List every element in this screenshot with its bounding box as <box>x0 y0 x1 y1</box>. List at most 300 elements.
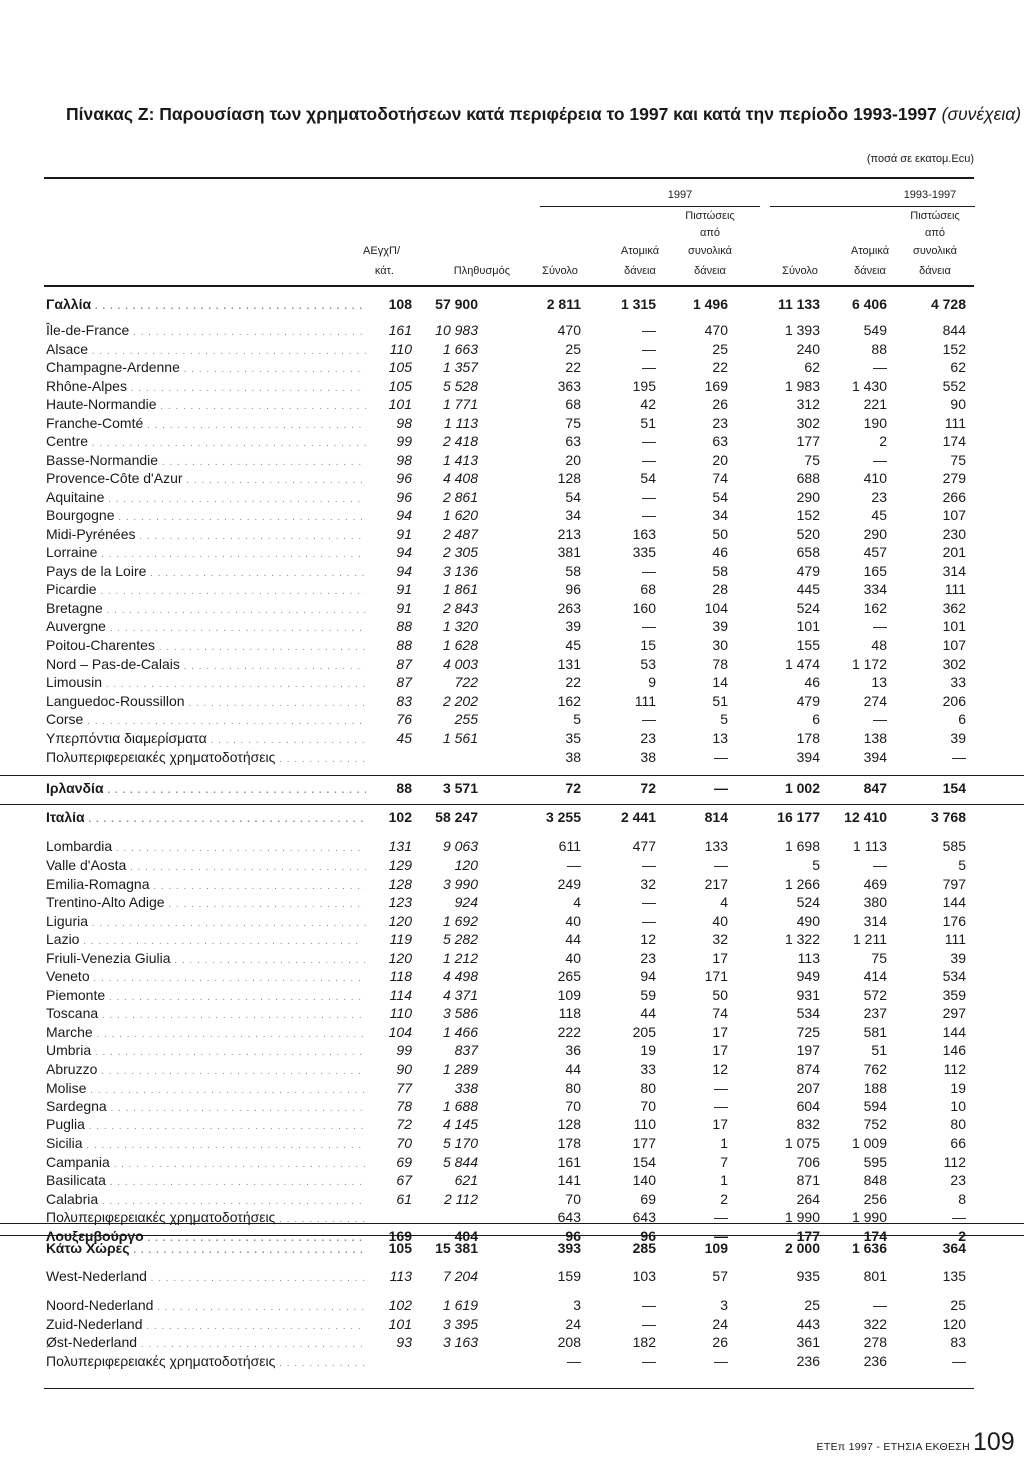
region-name: Lorraine . . . <box>46 543 366 562</box>
region-name: Λουξεμβούργο . . . <box>46 1224 366 1248</box>
cell-col-5: 13 <box>712 730 728 746</box>
cell-col-1: 110 <box>389 341 412 357</box>
cell-col-2: 2 202 <box>442 693 478 709</box>
cell-col-6: 874 <box>796 1061 820 1077</box>
cell-col-8: 25 <box>950 1297 966 1313</box>
region-row <box>0 710 1024 729</box>
region-name: Umbria . . . <box>46 1041 366 1060</box>
cell-col-5: 17 <box>712 1024 728 1040</box>
cell-col-6: 688 <box>796 470 820 486</box>
cell-col-4: 205 <box>632 1024 656 1040</box>
cell-col-4: 72 <box>640 780 656 796</box>
region-row <box>0 469 1024 488</box>
region-name: Calabria . . . <box>46 1190 366 1209</box>
cell-col-4: — <box>642 894 656 910</box>
cell-col-3: 44 <box>565 1061 581 1077</box>
cell-col-5: — <box>714 1353 728 1369</box>
cell-col-6: 445 <box>796 581 820 597</box>
cell-col-7: 410 <box>863 470 887 486</box>
cell-col-3: 611 <box>558 838 581 854</box>
cell-col-1: 90 <box>396 1061 412 1077</box>
header-glob-9397-2: από <box>924 227 946 239</box>
cell-col-4: 33 <box>640 1061 656 1077</box>
region-row <box>0 1060 1024 1079</box>
region-name: Marche . . . <box>46 1023 366 1042</box>
cell-col-4: — <box>642 341 656 357</box>
cell-col-5: 169 <box>704 378 728 394</box>
cell-col-5: 40 <box>712 913 728 929</box>
cell-col-5: 133 <box>704 838 728 854</box>
cell-col-4: 285 <box>632 1240 656 1256</box>
cell-col-6: 197 <box>796 1042 820 1058</box>
cell-col-7: 847 <box>863 780 887 796</box>
cell-col-3: — <box>567 857 581 873</box>
cell-col-4: 182 <box>632 1334 656 1350</box>
cell-col-7: 190 <box>863 415 887 431</box>
cell-col-4: 23 <box>640 950 656 966</box>
region-row <box>0 340 1024 359</box>
cell-col-7: 23 <box>871 489 887 505</box>
cell-col-6: 1 002 <box>784 780 820 796</box>
cell-col-2: 1 861 <box>442 581 478 597</box>
header-year-1997: 1997 <box>667 189 693 201</box>
region-row <box>0 1097 1024 1116</box>
region-row <box>0 655 1024 674</box>
cell-col-3: 249 <box>557 876 581 892</box>
cell-col-3: 109 <box>557 987 581 1003</box>
region-row <box>0 949 1024 968</box>
cell-col-2: 57 900 <box>435 296 478 312</box>
cell-col-5: 104 <box>704 600 728 616</box>
cell-col-2: 1 357 <box>442 359 478 375</box>
cell-col-1: 83 <box>396 693 412 709</box>
cell-col-3: 70 <box>565 1191 581 1207</box>
cell-col-6: 152 <box>796 507 820 523</box>
header-ind-9397-1: Ατομικά <box>850 245 890 257</box>
cell-col-2: 1 628 <box>442 637 478 653</box>
cell-col-3: 80 <box>565 1080 581 1096</box>
cell-col-8: 39 <box>950 730 966 746</box>
cell-col-4: 54 <box>640 470 656 486</box>
header-period: 1993-1997 <box>903 189 957 201</box>
cell-col-4: — <box>642 322 656 338</box>
region-name: Pays de la Loire . . . <box>46 562 366 581</box>
region-name: Franche-Comté . . . <box>46 414 366 433</box>
region-row <box>0 580 1024 599</box>
cell-col-6: 75 <box>804 452 820 468</box>
region-row <box>0 875 1024 894</box>
footer-text: ΕΤΕπ 1997 - ΕΤΗΣΙΑ ΕΚΘΕΣΗ <box>816 1441 970 1453</box>
cell-col-5: 25 <box>712 341 728 357</box>
cell-col-3: 643 <box>557 1209 581 1225</box>
cell-col-1: 76 <box>396 711 412 727</box>
region-name: Friuli-Venezia Giulia . . . <box>46 949 366 968</box>
cell-col-2: 120 <box>454 857 478 873</box>
cell-col-6: 524 <box>796 600 820 616</box>
cell-col-5: 3 <box>720 1297 728 1313</box>
cell-col-6: 5 <box>812 857 820 873</box>
cell-col-4: 335 <box>632 544 656 560</box>
cell-col-5: 74 <box>712 1005 728 1021</box>
cell-col-3: 363 <box>557 378 581 394</box>
cell-col-1: 119 <box>389 931 412 947</box>
page-number: 109 <box>973 1428 1015 1456</box>
cell-col-3: 24 <box>565 1316 581 1332</box>
cell-col-7: 6 406 <box>851 296 887 312</box>
cell-col-5: — <box>714 1209 728 1225</box>
cell-col-7: 394 <box>863 749 887 765</box>
cell-col-7: 581 <box>863 1024 887 1040</box>
cell-col-1: 101 <box>388 1316 412 1332</box>
cell-col-1: 93 <box>396 1334 412 1350</box>
region-name: Midi-Pyrénées . . . <box>46 525 366 544</box>
cell-col-7: 1 211 <box>853 931 887 947</box>
cell-col-5: 7 <box>720 1154 728 1170</box>
cell-col-3: 63 <box>565 433 581 449</box>
cell-col-3: 68 <box>565 396 581 412</box>
cell-col-5: — <box>714 1228 728 1244</box>
cell-col-8: 62 <box>950 359 966 375</box>
cell-col-1: 114 <box>389 987 412 1003</box>
cell-col-3: 34 <box>565 507 581 523</box>
cell-col-8: 107 <box>942 507 966 523</box>
cell-col-2: 1 663 <box>442 341 478 357</box>
cell-col-4: 53 <box>640 656 656 672</box>
cell-col-6: 935 <box>796 1268 820 1284</box>
region-name: Centre . . . <box>46 432 366 451</box>
cell-col-2: 1 413 <box>442 452 478 468</box>
cell-col-2: 15 381 <box>435 1240 478 1256</box>
cell-col-3: 470 <box>557 322 581 338</box>
cell-col-4: — <box>642 618 656 634</box>
cell-col-1: 94 <box>396 544 412 560</box>
region-row <box>0 599 1024 618</box>
region-row <box>0 1134 1024 1153</box>
cell-col-6: 1 266 <box>784 876 820 892</box>
region-row <box>0 912 1024 931</box>
cell-col-6: 490 <box>796 913 820 929</box>
cell-col-1: 104 <box>388 1024 412 1040</box>
cell-col-8: 23 <box>950 1172 966 1188</box>
cell-col-4: 9 <box>648 674 656 690</box>
cell-col-2: 3 163 <box>442 1334 478 1350</box>
cell-col-4: 19 <box>640 1042 656 1058</box>
cell-col-3: 5 <box>573 711 581 727</box>
cell-col-1: 101 <box>388 396 412 412</box>
cell-col-2: 7 204 <box>442 1268 478 1284</box>
cell-col-2: 4 145 <box>442 1116 478 1132</box>
cell-col-1: 108 <box>388 296 412 312</box>
cell-col-6: 706 <box>796 1154 820 1170</box>
cell-col-4: 38 <box>640 749 656 765</box>
cell-col-1: 91 <box>396 581 412 597</box>
region-row <box>0 525 1024 544</box>
region-row <box>0 837 1024 856</box>
cell-col-8: 6 <box>958 711 966 727</box>
header-gdp-2: κάτ. <box>374 265 394 277</box>
region-name: Haute-Normandie . . . <box>46 395 366 414</box>
cell-col-6: 62 <box>804 359 820 375</box>
header-ind-1997-2: δάνεια <box>624 265 656 277</box>
cell-col-8: 39 <box>950 950 966 966</box>
cell-col-5: 51 <box>712 693 728 709</box>
cell-col-5: 1 <box>720 1135 728 1151</box>
cell-col-1: 69 <box>396 1154 412 1170</box>
cell-col-3: 178 <box>557 1135 581 1151</box>
region-row <box>0 930 1024 949</box>
cell-col-4: 15 <box>640 637 656 653</box>
cell-col-8: 176 <box>942 913 966 929</box>
region-name: Puglia . . . <box>46 1115 366 1134</box>
cell-col-8: 302 <box>942 656 966 672</box>
region-name: Noord-Nederland . . . <box>46 1296 366 1315</box>
cell-col-7: 572 <box>863 987 887 1003</box>
cell-col-3: 208 <box>557 1334 581 1350</box>
cell-col-8: 297 <box>942 1005 966 1021</box>
cell-col-4: — <box>642 913 656 929</box>
cell-col-3: 45 <box>565 637 581 653</box>
region-name: Ιρλανδία . . . <box>46 776 366 800</box>
cell-col-7: 88 <box>871 341 887 357</box>
cell-col-6: 1 474 <box>784 656 820 672</box>
cell-col-1: 99 <box>396 433 412 449</box>
cell-col-7: 334 <box>863 581 887 597</box>
cell-col-7: 414 <box>863 968 887 984</box>
cell-col-6: 361 <box>796 1334 820 1350</box>
region-name: Liguria . . . <box>46 912 366 931</box>
cell-col-1: 123 <box>388 894 412 910</box>
cell-col-8: 174 <box>942 433 966 449</box>
region-name: Poitou-Charentes . . . <box>46 636 366 655</box>
cell-col-4: — <box>642 507 656 523</box>
region-name: Υπερπόντια διαμερίσματα . . . <box>46 729 366 748</box>
region-name: Basse-Normandie . . . <box>46 451 366 470</box>
region-name: Piemonte . . . <box>46 986 366 1005</box>
cell-col-2: 404 <box>454 1228 478 1244</box>
region-row <box>0 451 1024 470</box>
cell-col-3: 39 <box>565 618 581 634</box>
region-name: Κάτω Χώρες . . . <box>46 1236 366 1260</box>
cell-col-8: 10 <box>950 1098 966 1114</box>
cell-col-8: 844 <box>942 322 966 338</box>
cell-col-7: 1 172 <box>851 656 887 672</box>
cell-col-4: — <box>642 433 656 449</box>
cell-col-5: 12 <box>712 1061 728 1077</box>
cell-col-6: 264 <box>796 1191 820 1207</box>
cell-col-5: 63 <box>712 433 728 449</box>
cell-col-8: 146 <box>942 1042 966 1058</box>
region-row <box>0 377 1024 396</box>
country-row <box>0 775 1024 800</box>
region-row <box>0 636 1024 655</box>
cell-col-6: 871 <box>796 1172 820 1188</box>
cell-col-8: 107 <box>942 637 966 653</box>
cell-col-2: 2 112 <box>444 1191 478 1207</box>
cell-col-1: 88 <box>396 637 412 653</box>
region-name: Πολυπεριφερειακές χρηματοδοτήσεις . . . <box>46 748 366 767</box>
region-name: Sardegna . . . <box>46 1097 366 1116</box>
cell-col-7: — <box>873 711 887 727</box>
cell-col-5: 46 <box>712 544 728 560</box>
cell-col-6: 312 <box>796 396 820 412</box>
cell-col-8: 75 <box>950 452 966 468</box>
cell-col-5: 23 <box>712 415 728 431</box>
cell-col-5: 50 <box>712 987 728 1003</box>
cell-col-3: 381 <box>557 544 581 560</box>
cell-col-8: 154 <box>942 780 966 796</box>
region-row <box>0 893 1024 912</box>
cell-col-1: 96 <box>396 470 412 486</box>
region-name: Campania . . . <box>46 1153 366 1172</box>
cell-col-1: 102 <box>388 809 412 825</box>
cell-col-7: — <box>873 1297 887 1313</box>
region-row <box>0 414 1024 433</box>
cell-col-5: 78 <box>712 656 728 672</box>
region-name: Champagne-Ardenne . . . <box>46 358 366 377</box>
region-name: Languedoc-Roussillon . . . <box>46 692 366 711</box>
cell-col-5: — <box>714 1080 728 1096</box>
cell-col-1: 120 <box>388 950 412 966</box>
cell-col-8: 19 <box>950 1080 966 1096</box>
cell-col-6: 2 000 <box>784 1240 820 1256</box>
cell-col-2: 722 <box>454 674 478 690</box>
cell-col-5: 17 <box>712 1116 728 1132</box>
cell-col-5: 5 <box>720 711 728 727</box>
cell-col-1: 45 <box>396 730 412 746</box>
cell-col-7: 314 <box>863 913 887 929</box>
region-name: Ιταλία . . . <box>46 805 366 829</box>
cell-col-7: 2 <box>879 433 887 449</box>
cell-col-1: 96 <box>396 489 412 505</box>
region-row <box>0 1004 1024 1023</box>
cell-col-2: 1 466 <box>442 1024 478 1040</box>
cell-col-8: 83 <box>950 1334 966 1350</box>
cell-col-5: 470 <box>704 322 728 338</box>
cell-col-7: 48 <box>871 637 887 653</box>
cell-col-4: — <box>642 489 656 505</box>
cell-col-3: 38 <box>565 749 581 765</box>
cell-col-3: 263 <box>557 600 581 616</box>
region-row <box>0 748 1024 767</box>
cell-col-4: 69 <box>640 1191 656 1207</box>
cell-col-6: 113 <box>797 950 820 966</box>
cell-col-1: 88 <box>396 780 412 796</box>
cell-col-6: 16 177 <box>777 809 820 825</box>
region-name: Provence-Côte d'Azur . . . <box>46 469 366 488</box>
cell-col-8: 144 <box>942 894 966 910</box>
cell-col-5: 171 <box>704 968 728 984</box>
cell-col-4: 44 <box>640 1005 656 1021</box>
cell-col-3: — <box>567 1353 581 1369</box>
cell-col-1: 77 <box>396 1080 412 1096</box>
cell-col-6: 302 <box>796 415 820 431</box>
cell-col-5: 74 <box>712 470 728 486</box>
cell-col-8: 120 <box>942 1316 966 1332</box>
cell-col-7: 752 <box>863 1116 887 1132</box>
cell-col-8: — <box>952 1353 966 1369</box>
cell-col-3: 128 <box>557 1116 581 1132</box>
cell-col-4: — <box>642 1353 656 1369</box>
cell-col-5: — <box>714 780 728 796</box>
region-row <box>0 1190 1024 1209</box>
cell-col-7: 290 <box>863 526 887 542</box>
cell-col-4: 23 <box>640 730 656 746</box>
cell-col-2: 621 <box>454 1172 478 1188</box>
units-note: (ποσά σε εκατομ.Ecu) <box>866 153 974 165</box>
cell-col-1: 169 <box>388 1228 412 1244</box>
cell-col-1: 105 <box>388 378 412 394</box>
cell-col-6: 101 <box>796 618 820 634</box>
cell-col-4: 70 <box>640 1098 656 1114</box>
cell-col-7: 1 636 <box>851 1240 887 1256</box>
cell-col-3: 72 <box>565 780 581 796</box>
region-row <box>0 1079 1024 1098</box>
cell-col-7: 174 <box>863 1228 887 1244</box>
cell-col-5: 58 <box>712 563 728 579</box>
cell-col-8: 279 <box>942 470 966 486</box>
cell-col-5: 26 <box>712 396 728 412</box>
cell-col-3: 96 <box>565 581 581 597</box>
cell-col-3: 159 <box>557 1268 581 1284</box>
cell-col-5: — <box>714 1098 728 1114</box>
cell-col-2: 3 395 <box>442 1316 478 1332</box>
cell-col-2: 4 498 <box>442 968 478 984</box>
cell-col-6: 1 990 <box>784 1209 820 1225</box>
cell-col-8: 585 <box>942 838 966 854</box>
cell-col-7: 380 <box>863 894 887 910</box>
cell-col-3: 213 <box>557 526 581 542</box>
region-name: Basilicata . . . <box>46 1171 366 1190</box>
cell-col-2: 255 <box>454 711 478 727</box>
cell-col-8: 797 <box>942 876 966 892</box>
cell-col-7: 13 <box>871 674 887 690</box>
cell-col-6: 520 <box>796 526 820 542</box>
cell-col-5: 28 <box>712 581 728 597</box>
cell-col-4: 195 <box>632 378 656 394</box>
cell-col-8: 144 <box>942 1024 966 1040</box>
cell-col-1: 113 <box>389 1268 412 1284</box>
cell-col-4: 51 <box>640 415 656 431</box>
cell-col-2: 3 990 <box>442 876 478 892</box>
cell-col-4: 96 <box>640 1228 656 1244</box>
cell-col-4: 32 <box>640 876 656 892</box>
cell-col-8: 135 <box>942 1268 966 1284</box>
cell-col-7: 278 <box>863 1334 887 1350</box>
cell-col-1: 72 <box>396 1116 412 1132</box>
cell-col-7: 762 <box>863 1061 887 1077</box>
cell-col-3: 40 <box>565 950 581 966</box>
region-name: Île-de-France . . . <box>46 321 366 340</box>
cell-col-2: 5 844 <box>442 1154 478 1170</box>
cell-col-4: — <box>642 359 656 375</box>
cell-col-2: 2 843 <box>442 600 478 616</box>
cell-col-6: 479 <box>796 693 820 709</box>
region-name: Corse . . . <box>46 710 366 729</box>
region-row <box>0 1023 1024 1042</box>
cell-col-7: 236 <box>863 1353 887 1369</box>
cell-col-8: 4 728 <box>930 296 966 312</box>
cell-col-3: 25 <box>565 341 581 357</box>
cell-col-3: 22 <box>565 674 581 690</box>
region-row <box>0 321 1024 340</box>
cell-col-3: 70 <box>565 1098 581 1114</box>
cell-col-8: 8 <box>958 1191 966 1207</box>
cell-col-7: 1 990 <box>851 1209 887 1225</box>
cell-col-7: 138 <box>863 730 887 746</box>
cell-col-1: 87 <box>396 674 412 690</box>
region-name: Nord – Pas-de-Calais . . . <box>46 655 366 674</box>
cell-col-3: 35 <box>565 730 581 746</box>
